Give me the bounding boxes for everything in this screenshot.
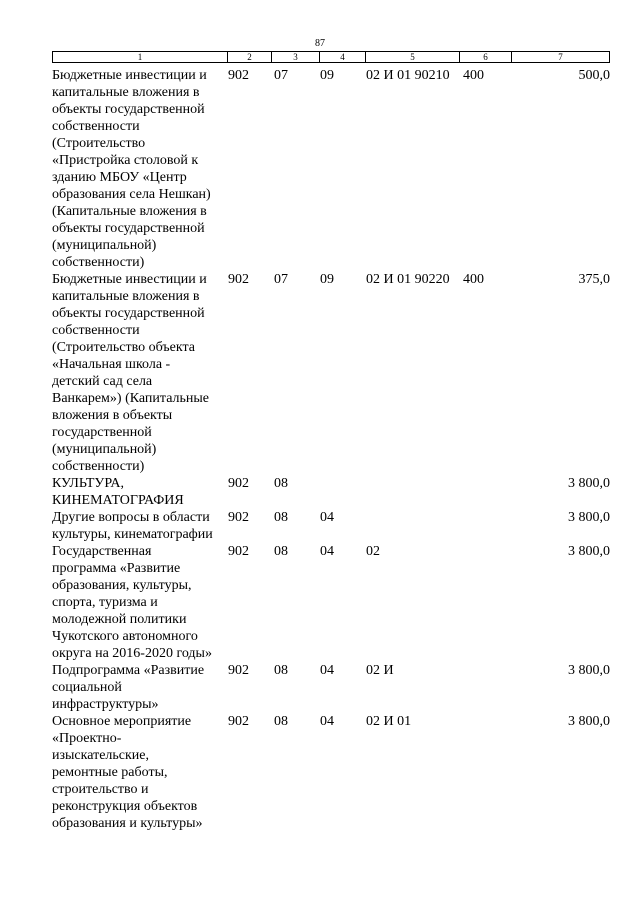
row-subsection: 09 <box>320 272 334 287</box>
header-col-4: 4 <box>319 52 365 62</box>
row-section: 08 <box>274 476 288 491</box>
row-target-article <box>366 509 463 543</box>
table-row <box>52 271 610 475</box>
row-section: 08 <box>274 714 288 729</box>
row-target-article <box>366 475 463 509</box>
row-amount: 500,0 <box>578 68 610 83</box>
table-header <box>52 51 610 63</box>
row-subsection: 04 <box>320 544 334 559</box>
header-col-5: 5 <box>365 52 459 62</box>
row-expense-type <box>463 509 513 543</box>
table-row <box>52 713 610 832</box>
row-subsection <box>320 475 366 509</box>
page-number: 87 <box>315 38 325 49</box>
row-name: Другие вопросы в области культуры, кинематографии <box>52 510 213 542</box>
table-row <box>52 475 610 509</box>
header-col-7: 7 <box>511 52 610 62</box>
row-name: Основное мероприятие «Проектно- изыскательские, ремонтные работы, строительство и реконструкция объектов образования и культуры» <box>52 714 203 831</box>
row-subsection: 04 <box>320 714 334 729</box>
row-ministry-code: 902 <box>228 663 249 678</box>
table-row <box>52 543 610 662</box>
row-section: 08 <box>274 510 288 525</box>
row-ministry-code: 902 <box>228 476 249 491</box>
row-expense-type <box>463 475 513 509</box>
row-expense-type: 400 <box>463 272 484 287</box>
row-amount: 3 800,0 <box>568 510 610 525</box>
row-ministry-code: 902 <box>228 544 249 559</box>
row-section: 08 <box>274 663 288 678</box>
row-amount: 3 800,0 <box>568 714 610 729</box>
row-amount: 3 800,0 <box>568 663 610 678</box>
header-col-6: 6 <box>459 52 511 62</box>
row-amount: 3 800,0 <box>568 476 610 491</box>
header-col-2: 2 <box>227 52 271 62</box>
row-amount: 375,0 <box>578 272 610 287</box>
row-ministry-code: 902 <box>228 714 249 729</box>
row-ministry-code: 902 <box>228 272 249 287</box>
header-col-1: 1 <box>52 52 227 62</box>
row-amount: 3 800,0 <box>568 544 610 559</box>
row-name: Подпрограмма «Развитие социальной инфраструктуры» <box>52 663 205 712</box>
row-subsection: 09 <box>320 68 334 83</box>
row-section: 08 <box>274 544 288 559</box>
table-body <box>52 67 610 832</box>
row-target-article: 02 И 01 90220 <box>366 272 450 287</box>
table-row <box>52 662 610 713</box>
table-row <box>52 67 610 271</box>
row-ministry-code: 902 <box>228 68 249 83</box>
row-expense-type: 400 <box>463 68 484 83</box>
row-target-article: 02 И 01 <box>366 714 412 729</box>
row-ministry-code: 902 <box>228 510 249 525</box>
row-subsection: 04 <box>320 663 334 678</box>
row-expense-type <box>463 662 513 713</box>
row-expense-type <box>463 543 513 662</box>
row-target-article: 02 <box>366 544 380 559</box>
row-name: Государственная программа «Развитие образования, культуры, спорта, туризма и молодежной политики Чукотского автономного округа на 2016-2020 годы» <box>52 544 212 661</box>
row-expense-type <box>463 713 513 832</box>
row-section: 07 <box>274 68 288 83</box>
row-name: Бюджетные инвестиции и капитальные вложения в объекты государственной собственности (Строительство «Пристройка столовой к зданию МБОУ «Центр образования села Нешкан) (Капитальные вложения в объекты государственной (муниципальной) собственности) <box>52 68 211 270</box>
row-subsection: 04 <box>320 510 334 525</box>
row-name: КУЛЬТУРА, КИНЕМАТОГРАФИЯ <box>52 476 184 508</box>
row-section: 07 <box>274 272 288 287</box>
header-col-3: 3 <box>271 52 319 62</box>
row-target-article: 02 И 01 90210 <box>366 68 450 83</box>
table-row <box>52 509 610 543</box>
row-target-article: 02 И <box>366 663 394 678</box>
row-name: Бюджетные инвестиции и капитальные вложения в объекты государственной собственности (Строительство объекта «Начальная школа - детский сад села Ванкарем») (Капитальные вложения в объекты государственной (муниципальной) собственности) <box>52 272 210 474</box>
